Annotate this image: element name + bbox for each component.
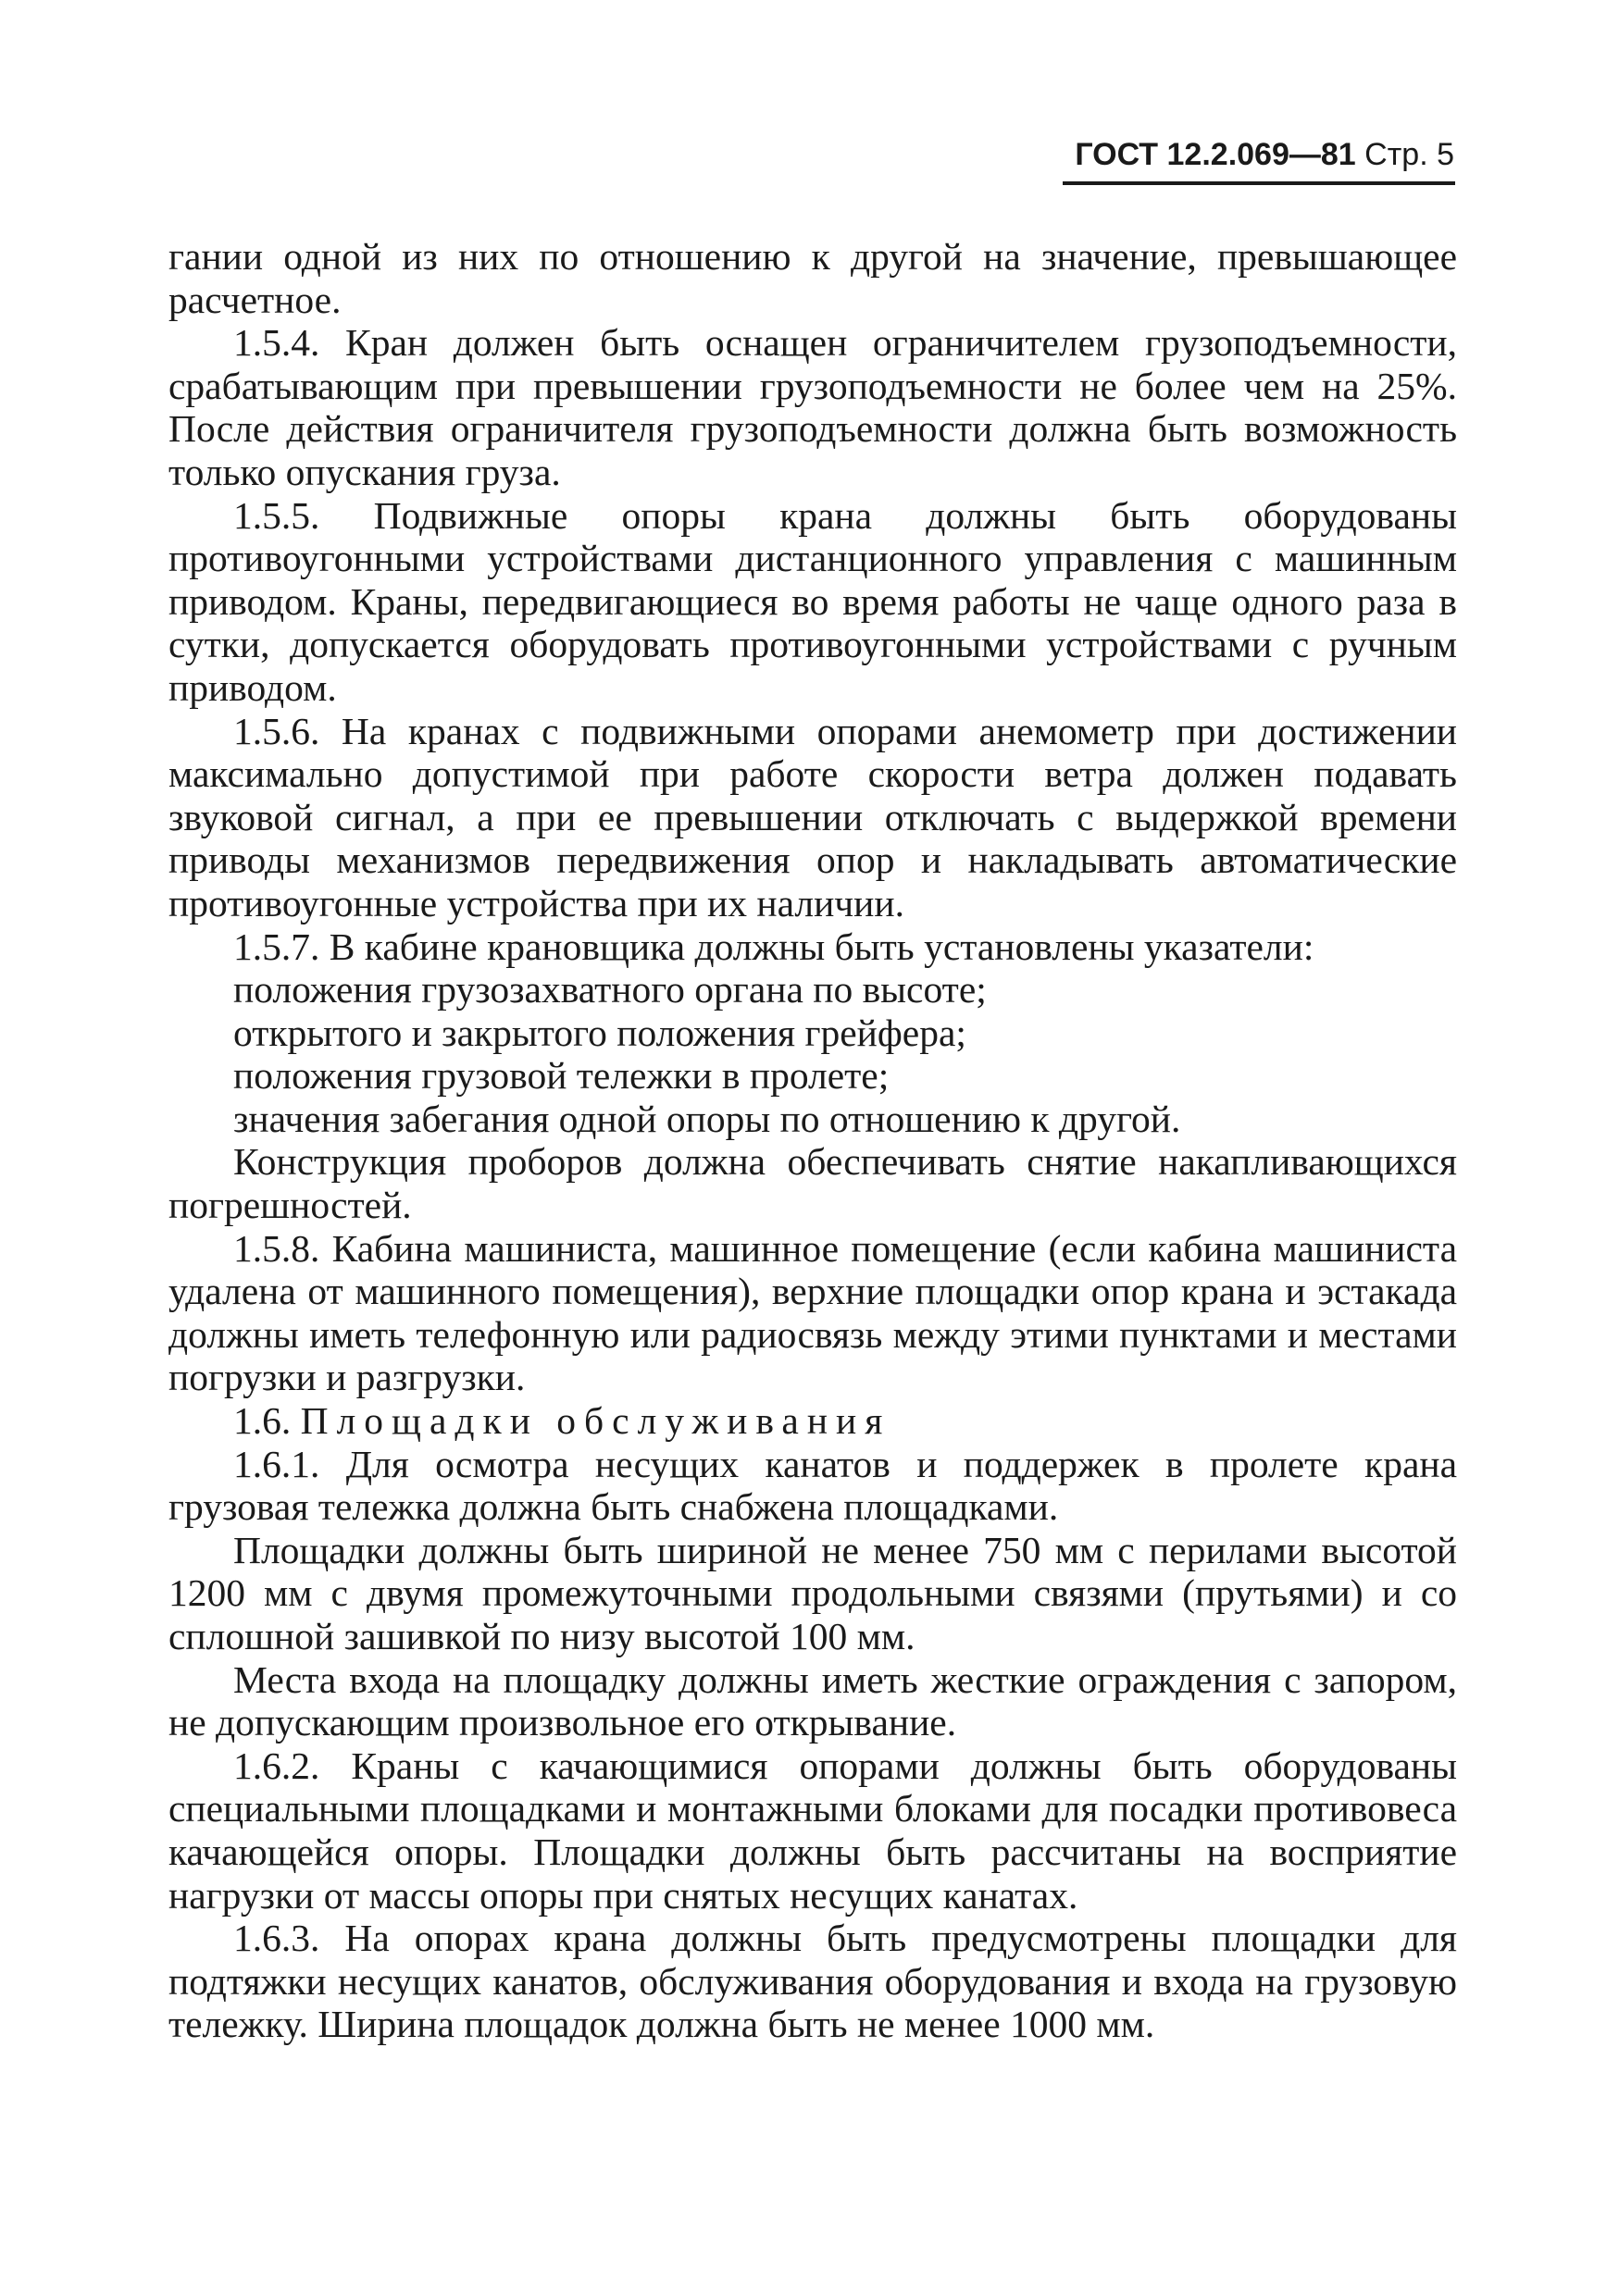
paragraph-1-6-3: 1.6.3. На опорах крана должны быть предусмотрены площадки для подтяжки несущих канатов, обслуживания оборудования и входа на грузовую тележку. Ширина площадок должна быть не менее 1000 мм. [168,1917,1457,2046]
paragraph-instruments: Конструкция проборов должна обеспечивать снятие накапливающихся погрешностей. [168,1140,1457,1227]
body-text [168,235,1457,2046]
page-number: Стр. 5 [1364,137,1454,172]
paragraph-1-5-8: 1.5.8. Кабина машиниста, машинное помещение (если кабина машиниста удалена от машинного помещения), верхние площадки опор крана и эстакада должны иметь телефонную или радиосвязь между этими пунктами и местами погрузки и разгрузки. [168,1226,1457,1399]
section-number: 1.6. [233,1399,292,1443]
paragraph-1-5-6: 1.5.6. На кранах с подвижными опорами анемометр при достижении максимально допустимой при работе скорости ветра должен подавать звуковой сигнал, а при ее превышении отключать с выдержкой времени приводы механизмов передвижения опор и накладывать автоматические противоугонные устройства при их наличии. [168,709,1457,925]
list-item: положения грузозахватного органа по высоте; [233,968,987,1011]
list-item: открытого и закрытого положения грейфера; [233,1011,966,1054]
paragraph-1-5-4: 1.5.4. Кран должен быть оснащен ограничителем грузоподъемности, срабатывающим при превышении грузоподъемности не более чем на 25%. После действия ограничителя грузоподъемности должна быть возможность только опускания груза. [168,321,1457,493]
paragraph-1-5-7: 1.5.7. В кабине крановщика должны быть установлены указатели: [233,925,1314,968]
paragraph-1-5-5: 1.5.5. Подвижные опоры крана должны быть оборудованы противоугонными устройствами дистанционного управления с машинным приводом. Краны, передвигающиеся во время работы не чаще одного раза в сутки, допускается оборудовать противоугонными устройствами с ручным приводом. [168,493,1457,709]
paragraph-platform-width: Площадки должны быть шириной не менее 750 мм с перилами высотой 1200 мм с двумя промежуточными продольными связями (прутьями) и со сплошной зашивкой по низу высотой 100 мм. [168,1528,1457,1657]
section-heading [168,1399,1457,1443]
standard-number: ГОСТ 12.2.069—81 [1075,137,1356,172]
section-title: Площадки обслуживания [300,1399,891,1443]
paragraph-1-6-2: 1.6.2. Краны с качающимися опорами должны быть оборудованы специальными площадками и монтажными блоками для посадки противовеса качающейся опоры. Площадки должны быть рассчитаны на восприятие нагрузки от массы опоры при снятых несущих канатах. [168,1744,1457,1917]
list-item: значения забегания одной опоры по отношению к другой. [233,1097,1181,1140]
paragraph-entry-points: Места входа на площадку должны иметь жесткие ограждения с запором, не допускающим произвольное его открывание. [168,1657,1457,1744]
paragraph-continuation: гании одной из них по отношению к другой на значение, превышающее расчетное. [168,235,1457,321]
page-header [1075,137,1454,173]
header-rule [1063,181,1455,185]
list-item: положения грузовой тележки в пролете; [233,1054,890,1098]
paragraph-1-6-1: 1.6.1. Для осмотра несущих канатов и поддержек в пролете крана грузовая тележка должна быть снабжена площадками. [168,1442,1457,1529]
